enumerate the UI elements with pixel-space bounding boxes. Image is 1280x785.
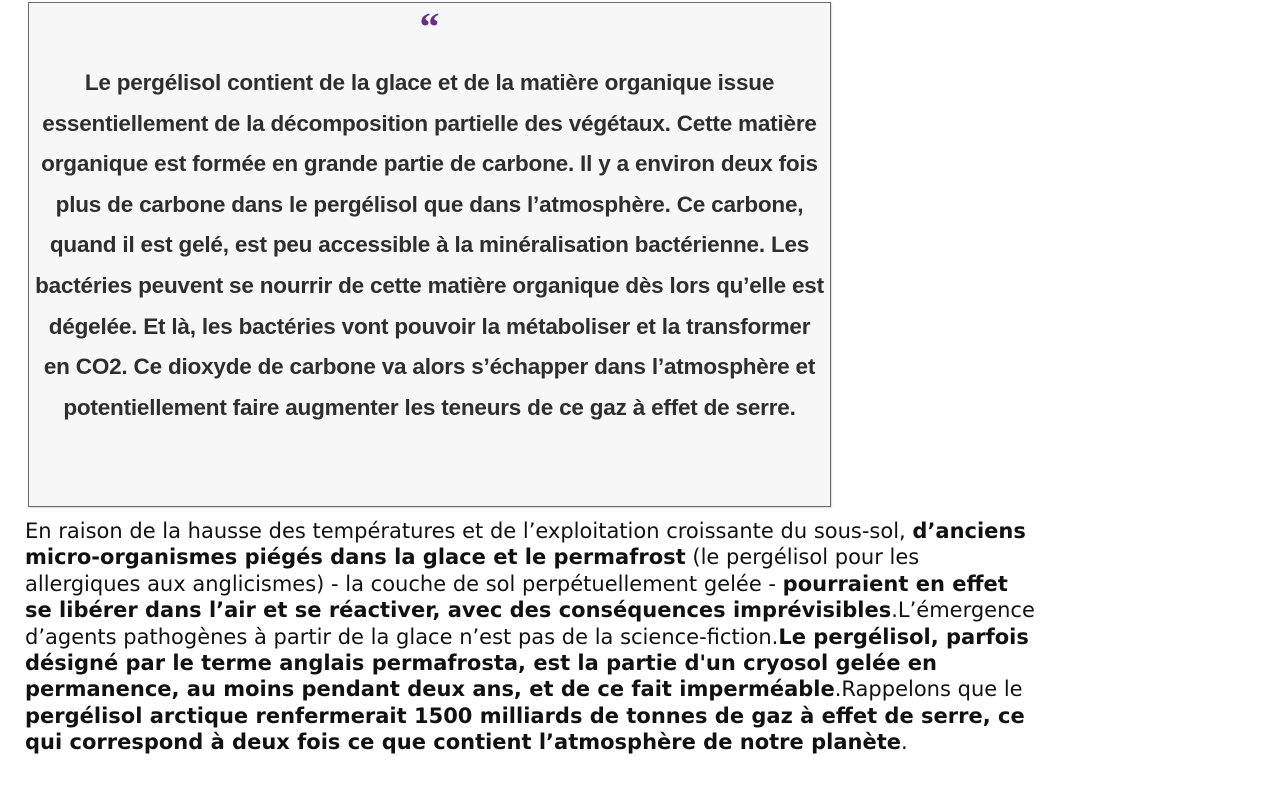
article-text-5: . [900, 730, 908, 755]
article-text-4: .Rappelons que le [834, 677, 1023, 702]
article-bold-3: Le pergélisol, parfois désigné par le terme anglais permafrosta, est la partie d'un cryosol gelée en permanence, au moins pendant deux ans, et de ce fait imperméable [25, 624, 1029, 702]
article-text-2: (le pergélisol pour les allergiques aux anglicismes) - la couche de sol perpétuellement gelée - [25, 545, 920, 596]
quote-box [28, 2, 831, 507]
quote-text: Le pergélisol contient de la glace et de la matière organique issue essentiellement de la décomposition partielle des végétaux. Cette matière organique est formée en grande partie de carbone. Il y a environ deux fois plus de carbone dans le pergélisol que dans l’atmosphère. Ce carbone, quand il est gelé, est peu accessible à la minéralisation bactérienne. Les bactéries peuvent se nourrir de cette matière organique dès lors qu’elle est dégelée. Et là, les bactéries vont pouvoir la métaboliser et la transformer en CO2. Ce dioxyde de carbone va alors s’échapper dans l’atmosphère et potentiellement faire augmenter les teneurs de ce gaz à effet de serre. [35, 70, 824, 420]
article-text-1: En raison de la hausse des températures et de l’exploitation croissante du sous-sol, [25, 519, 913, 543]
article-paragraph [25, 518, 1035, 756]
article-bold-2: pourraient en effet se libérer dans l’air et se réactiver, avec des conséquences imprévisibles [25, 571, 1008, 623]
article-bold-4: pergélisol arctique renfermerait 1500 milliards de tonnes de gaz à effet de serre, ce qui correspond à deux fois ce que contient l’atmosphère de notre planète [25, 703, 1025, 755]
article-bold-1: d’anciens micro-organismes piégés dans la glace et le permafrost [25, 519, 1026, 570]
quote-mark-icon: “ [419, 4, 440, 49]
article-text-3: .L’émergence d’agents pathogènes à partir de la glace n’est pas de la science-fiction. [25, 598, 1035, 649]
